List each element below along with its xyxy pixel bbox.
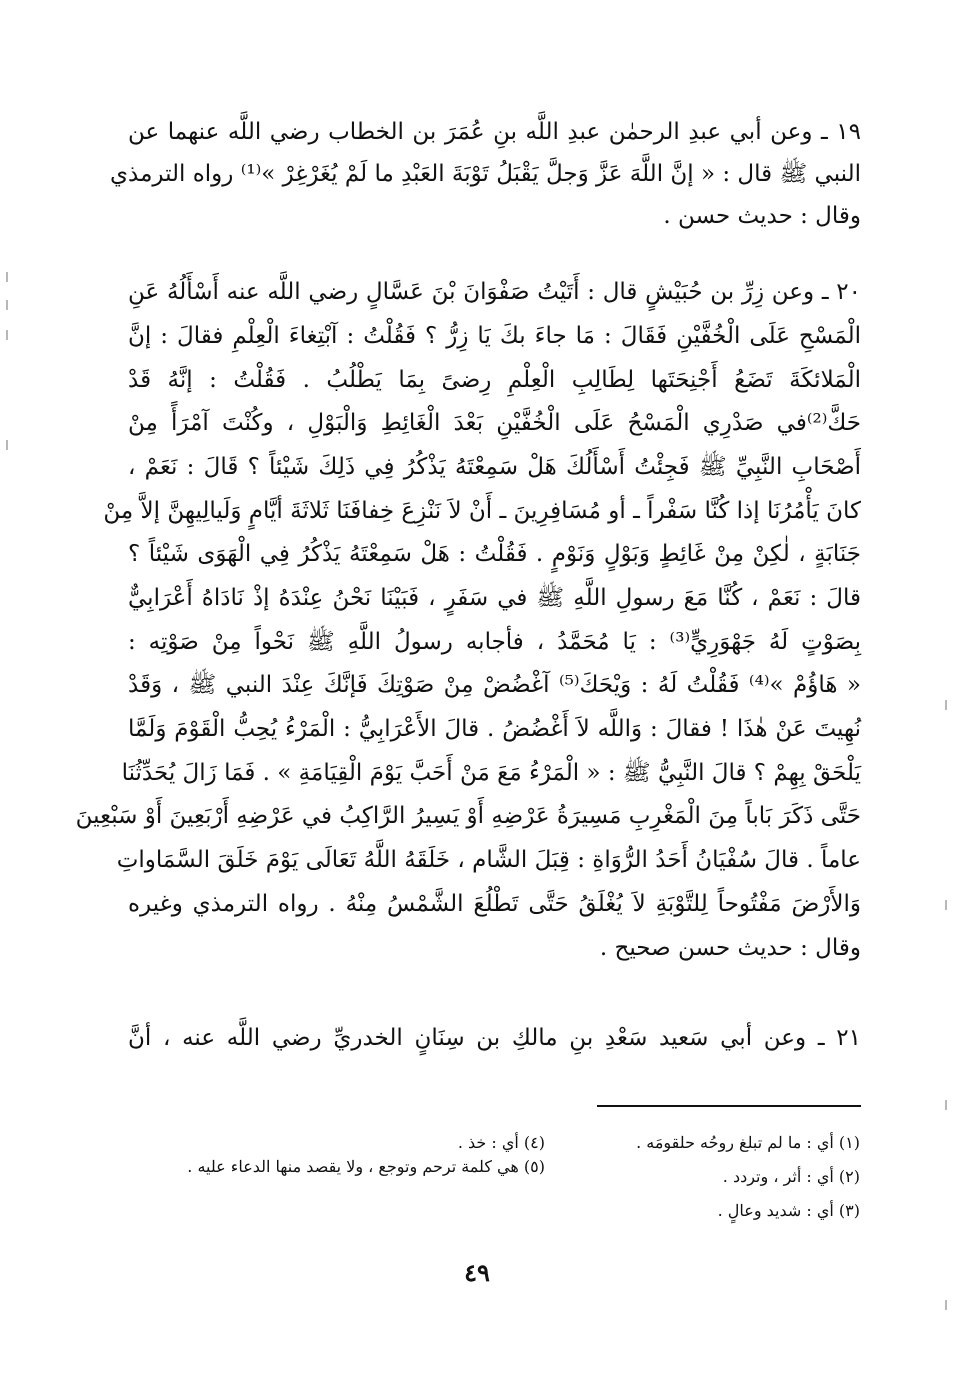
margin-mark: [6, 300, 8, 310]
margin-mark: [945, 700, 947, 710]
text-line: قالَ : نَعَمْ ، كُنَّا مَعَ رسولِ اللَّهِ ﷺ في سَفَرٍ ، فَبَيْنَا نَحْنُ عِنْدَهُ إذْ نَادَاهُ أَعْرَابِيٌّ: [128, 585, 861, 611]
text-line: وقال : حديث حسن صحيح .: [599, 935, 861, 961]
text-line: الْمَسْحِ عَلَى الْخُفَّيْنِ فَقَالَ : مَا جاءَ بكَ يَا زِرُّ ؟ فَقُلْتُ : آبْتِغاءَ الْعِلْمِ فقالَ : إنَّ: [128, 323, 861, 349]
footnote-2: (٢) أي : أثر ، وتردد .: [722, 1167, 860, 1186]
footnote-4: (٤) أي : خذ .: [457, 1133, 545, 1152]
margin-mark: [945, 900, 947, 910]
text-line: النبي ﷺ قال : « إنَّ اللَّهَ عَزَّ وَجلَّ يَقْبَلُ تَوْبَةَ العَبْدِ ما لَمْ يُغَرْغِرْ »⁽¹⁾ رواه الترمذي: [110, 161, 861, 187]
text-line: نُهِيتَ عَنْ هٰذَا ! فقالَ : وَاللَّه لاَ أَغْضُضُ . قالَ الأَعْرَابِيُّ : الْمَرْءُ يُحِبُّ الْقَوْمَ وَلَمَّا: [128, 716, 861, 742]
text-line: وَالأَرْضَ مَفْتُوحاً لِلتَّوْبَةِ لاَ يُغْلَقُ حَتَّى تَطْلُعَ الشَّمْسُ مِنْهُ . رواه الترمذي وغيره: [128, 891, 861, 917]
margin-mark: [945, 1300, 947, 1310]
text-line: عاماً . قالَ سُفْيَانُ أَحَدُ الرُّوَاةِ : قِبَلَ الشَّام ، خَلَقَهُ اللَّهُ تَعَالَى يَوْمَ خَلَقَ السَّمَاواتِ: [116, 847, 861, 873]
page-number: ٤٩: [464, 1258, 490, 1287]
footnote-5: (٥) هي كلمة ترحم وتوجع ، ولا يقصد منها الدعاء عليه .: [187, 1157, 545, 1176]
margin-mark: [6, 330, 8, 340]
text-line: وقال : حديث حسن .: [663, 203, 861, 229]
text-line: بِصَوْتٍ لَهُ جَهْوَرِيٍّ⁽³⁾ : يَا مُحَمَّدُ ، فأجابه رسولُ اللَّهِ ﷺ نَحْواً مِنْ صَوْتِه :: [128, 629, 861, 655]
text-line: حَكَّ⁽²⁾في صَدْرِي الْمَسْحُ عَلَى الْخُفَّيْنِ بَعْدَ الْغَائِطِ وَالْبَوْلِ ، وكُنْتَ آمْرَأً مِنْ: [128, 410, 861, 436]
margin-mark: [6, 440, 8, 450]
text-line: ٢٠ ـ وعن زِرِّ بن حُبَيْشٍ قال : أَتَيْتُ صَفْوَانَ بْنَ عَسَّالٍ رضي اللَّه عنه أَسْأَلُهُ عَنِ: [128, 279, 861, 305]
text-line: « هَاؤُمْ »⁽⁴⁾ فَقُلْتُ لَهُ : وَيْحَكَ⁽⁵⁾ آغْضُضْ مِنْ صَوْتِكَ فَإنَّكَ عِنْدَ النبي ﷺ ، وَقَدْ: [128, 672, 861, 698]
text-line: يَلْحَقْ بِهِمْ ؟ قالَ النَّبِيُّ ﷺ : « الْمَرْءُ مَعَ مَنْ أَحَبَّ يَوْمَ الْقِيَامَةِ » . فَمَا زَالَ يُحَدِّثُنَا: [121, 760, 861, 786]
footnote-1: (١) أي : ما لم تبلغ روحُه حلقومَه .: [636, 1133, 860, 1152]
footnote-3: (٣) أي : شديد وعالٍ .: [717, 1201, 860, 1220]
text-line: ٢١ ـ وعن أبي سَعيد سَعْدِ بنِ مالكِ بن سِنَانٍ الخدريِّ رضي اللَّه عنه ، أنَّ: [128, 1025, 861, 1051]
text-line: الْمَلائكَةَ تَضَعُ أَجْنِحَتَها لِطَالِبِ الْعِلْمِ رِضىً بِمَا يَطْلُبُ . فَقُلْتُ : إنَّهُ قَدْ: [128, 367, 861, 393]
margin-mark: [945, 1100, 947, 1110]
margin-mark: [6, 272, 8, 282]
text-line: حَتَّى ذَكَرَ بَاباً مِنَ الْمَغْرِبِ مَسِيرَةُ عَرْضِهِ أَوْ يَسِيرُ الرَّاكِبُ في عَرْضِهِ أَرْبَعِينَ أَوْ سَبْعِينَ: [75, 803, 861, 829]
text-line: ١٩ ـ وعن أبي عبدِ الرحمٰن عبدِ اللَّه بنِ عُمَرَ بن الخطاب رضي اللَّه عنهما عن: [128, 119, 861, 145]
footnote-separator: [597, 1105, 861, 1107]
text-line: جَنَابَةٍ ، لٰكِنْ مِنْ غَائِطٍ وَبَوْلٍ وَنَوْمٍ . فَقُلْتُ : هَلْ سَمِعْتَهُ يَذْكُرُ فِي الْهَوَى شَيْئاً ؟: [128, 541, 861, 567]
text-line: كانَ يَأْمُرُنَا إذا كُنَّا سَفْراً ـ أو مُسَافِرِينَ ـ أَنْ لاَ نَنْزِعَ خِفافَنَا ثَلاثَةَ أيَّامٍ وَلَيالِيهِنَّ إلاَّ مِنْ: [103, 498, 861, 524]
text-line: أَصْحَابِ النَّبِيِّ ﷺ فَجِئْتُ أَسْأَلُكَ هَلْ سَمِعْتَهُ يَذْكُرُ فِي ذَلِكَ شَيْئاً ؟ قَالَ : نَعَمْ ،: [128, 454, 861, 480]
